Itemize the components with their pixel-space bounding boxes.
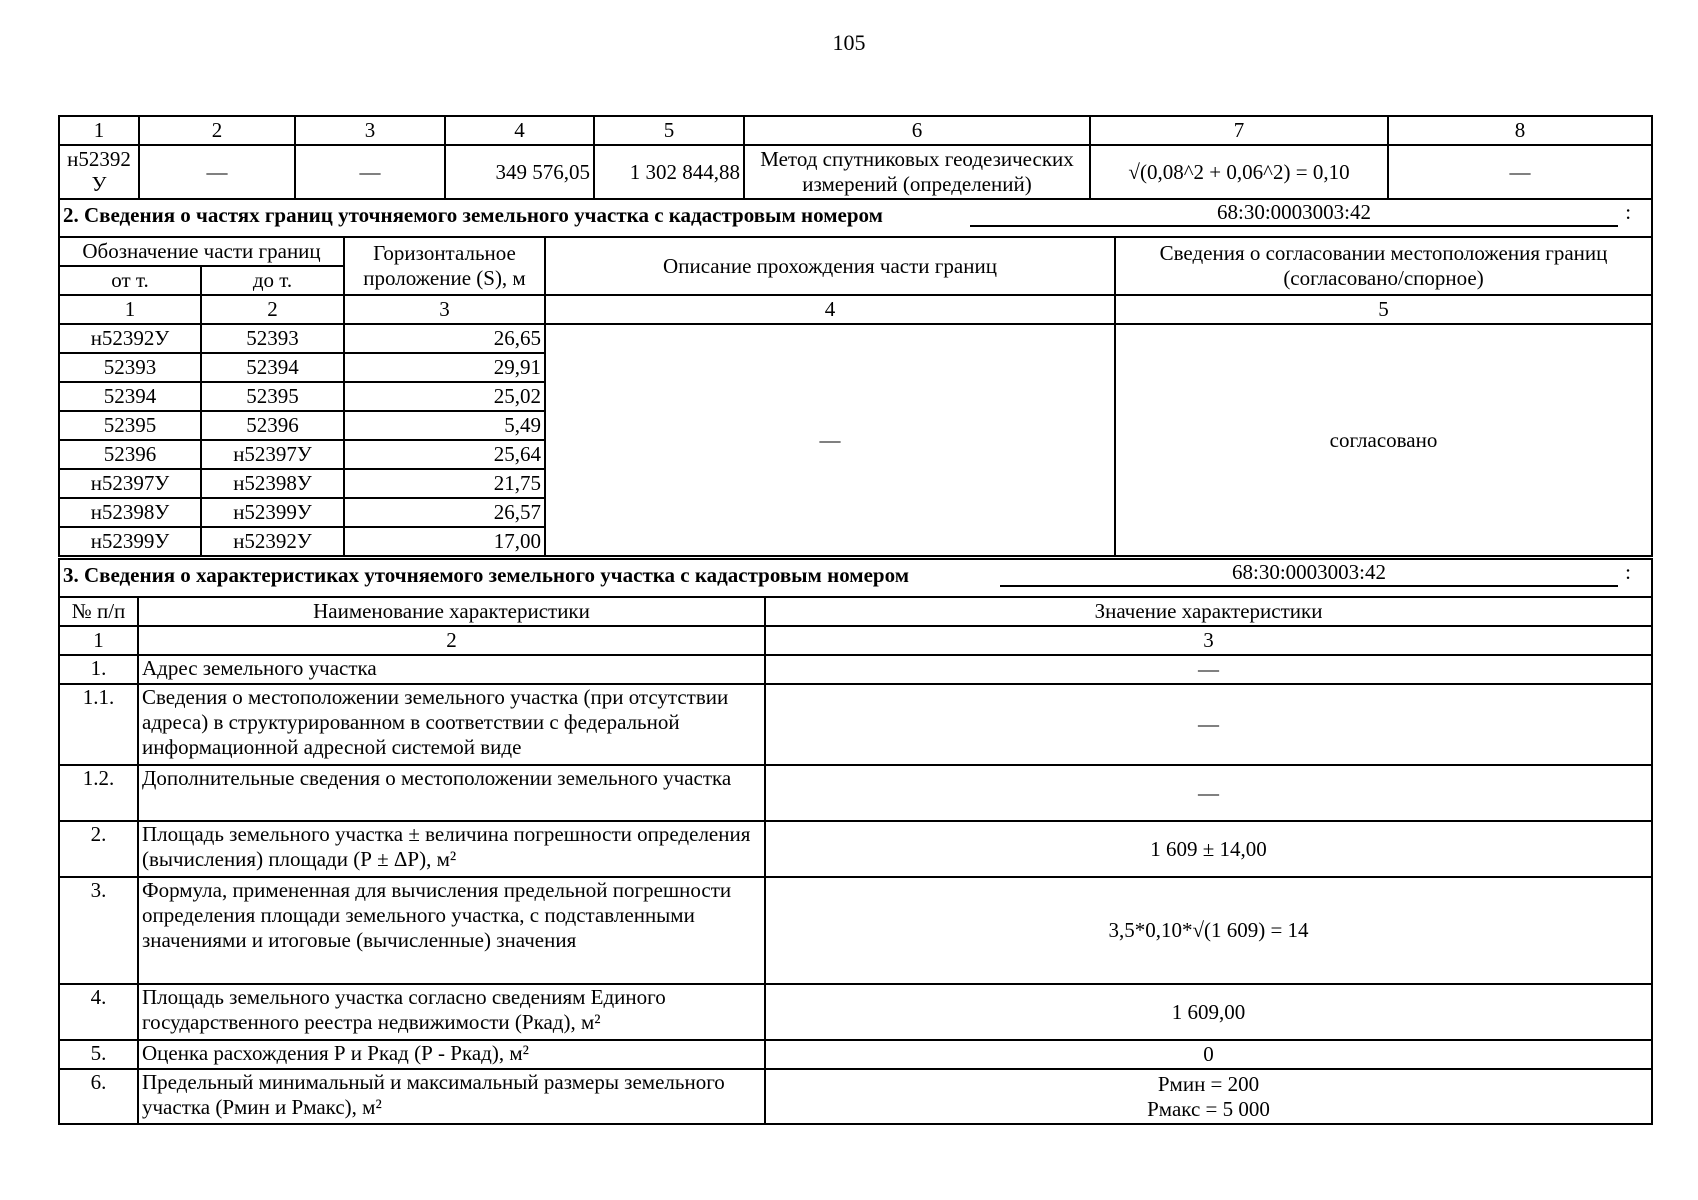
col-number: 3 [344, 295, 545, 324]
col-number: 4 [545, 295, 1115, 324]
cadastral-number: 68:30:0003003:42 [970, 200, 1618, 227]
from-point: 52396 [59, 440, 201, 469]
to-point: н52392У [201, 527, 344, 556]
characteristic-name: Предельный минимальный и максимальный размеры земельного участка (Рмин и Рмакс), м² [138, 1069, 765, 1124]
length-header: Горизонтальное проложение (S), м [344, 237, 545, 295]
row-number: 5. [59, 1040, 138, 1069]
header-row [59, 237, 1652, 266]
from-point: н52392У [59, 324, 201, 353]
section-2-title: 2. Сведения о частях границ уточняемого земельного участка с кадастровым номером [63, 203, 883, 227]
length-value: 25,64 [344, 440, 545, 469]
agreement-header: Сведения о согласовании местоположения границ (согласовано/спорное) [1115, 237, 1652, 295]
table-row [59, 655, 1652, 684]
col-number: 6 [744, 116, 1090, 145]
table-row [59, 877, 1652, 984]
characteristic-value: 1 609,00 [765, 984, 1652, 1040]
num-header: № п/п [59, 597, 138, 626]
col-number: 2 [138, 626, 765, 655]
row-number: 1.2. [59, 765, 138, 821]
col-number: 4 [445, 116, 594, 145]
characteristic-name: Адрес земельного участка [138, 655, 765, 684]
colon: : [1625, 560, 1632, 584]
column-number-row [59, 116, 1652, 145]
characteristic-name: Дополнительные сведения о местоположении земельного участка [138, 765, 765, 821]
length-value: 29,91 [344, 353, 545, 382]
min-size-value: Рмин = 200 [1157, 1071, 1260, 1096]
length-value: 26,65 [344, 324, 545, 353]
to-point: 52393 [201, 324, 344, 353]
to-header: до т. [201, 266, 344, 295]
from-point: 52395 [59, 411, 201, 440]
col-number: 3 [295, 116, 445, 145]
characteristic-name: Площадь земельного участка согласно сведениям Единого государственного реестра недвижимости (Ркад), м² [138, 984, 765, 1040]
length-value: 21,75 [344, 469, 545, 498]
col-number: 7 [1090, 116, 1388, 145]
characteristic-name: Формула, примененная для вычисления предельной погрешности определения площади земельного участка, с подставленными значениями и итоговые (вычисленные) значения [138, 877, 765, 984]
characteristic-name: Площадь земельного участка ± величина погрешности определения (вычисления) площади (Р ± ΔР), м² [138, 821, 765, 877]
max-size-value: Рмакс = 5 000 [1147, 1096, 1270, 1121]
characteristic-value-cell [765, 1069, 1652, 1124]
colon: : [1625, 200, 1632, 224]
characteristic-name: Оценка расхождения Р и Ркад (Р - Ркад), м² [138, 1040, 765, 1069]
length-value: 5,49 [344, 411, 545, 440]
section-title-row [59, 199, 1652, 237]
characteristics-table [58, 558, 1653, 1125]
characteristic-value: 1 609 ± 14,00 [765, 821, 1652, 877]
from-point: н52399У [59, 527, 201, 556]
to-point: н52397У [201, 440, 344, 469]
col-number: 5 [1115, 295, 1652, 324]
to-point: н52399У [201, 498, 344, 527]
section-3-title-cell [59, 559, 1652, 597]
characteristic-value: 3,5*0,10*√(1 609) = 14 [765, 877, 1652, 984]
coordinate-y: 1 302 844,88 [594, 145, 744, 199]
characteristic-value: 0 [765, 1040, 1652, 1069]
length-value: 26,57 [344, 498, 545, 527]
col-number: 3 [765, 626, 1652, 655]
coordinate-x: 349 576,05 [445, 145, 594, 199]
table-row [59, 984, 1652, 1040]
table-row [59, 1069, 1652, 1124]
table-row [59, 765, 1652, 821]
col-number: 2 [201, 295, 344, 324]
point-designation: н52392 У [59, 145, 139, 199]
value-header: Значение характеристики [765, 597, 1652, 626]
col-number: 5 [594, 116, 744, 145]
row-number: 2. [59, 821, 138, 877]
table-row [59, 145, 1652, 199]
description-header: Описание прохождения части границ [545, 237, 1115, 295]
section-3-title: 3. Сведения о характеристиках уточняемого земельного участка с кадастровым номером [63, 563, 910, 587]
description-value: — [545, 324, 1115, 556]
cadastral-number: 68:30:0003003:42 [1000, 560, 1618, 587]
agreement-value: согласовано [1115, 324, 1652, 556]
row-number: 3. [59, 877, 138, 984]
from-point: 52394 [59, 382, 201, 411]
length-value: 17,00 [344, 527, 545, 556]
dash-cell: — [1388, 145, 1652, 199]
column-number-row [59, 626, 1652, 655]
section-title-row [59, 559, 1652, 597]
table-row [59, 1040, 1652, 1069]
name-header: Наименование характеристики [138, 597, 765, 626]
to-point: 52395 [201, 382, 344, 411]
from-point: н52398У [59, 498, 201, 527]
characteristic-value: — [765, 684, 1652, 765]
col-number: 1 [59, 626, 138, 655]
dash-cell: — [139, 145, 295, 199]
page-number: 105 [832, 30, 866, 55]
coordinates-table [58, 115, 1653, 200]
characteristic-value: — [765, 655, 1652, 684]
from-header: от т. [59, 266, 201, 295]
accuracy-formula: √(0,08^2 + 0,06^2) = 0,10 [1090, 145, 1388, 199]
row-number: 6. [59, 1069, 138, 1124]
section-2-title-cell [59, 199, 1652, 237]
from-point: н52397У [59, 469, 201, 498]
length-value: 25,02 [344, 382, 545, 411]
from-point: 52393 [59, 353, 201, 382]
column-number-row [59, 295, 1652, 324]
table-row [59, 821, 1652, 877]
to-point: 52396 [201, 411, 344, 440]
method-cell: Метод спутниковых геодезических измерений (определений) [744, 145, 1090, 199]
characteristic-value: — [765, 765, 1652, 821]
table-row [59, 684, 1652, 765]
col-number: 1 [59, 116, 139, 145]
dash-cell: — [295, 145, 445, 199]
to-point: н52398У [201, 469, 344, 498]
to-point: 52394 [201, 353, 344, 382]
characteristic-name: Сведения о местоположении земельного участка (при отсутствии адреса) в структурированном в соответствии с федеральной информационной адресной системой виде [138, 684, 765, 765]
header-row [59, 597, 1652, 626]
col-number: 8 [1388, 116, 1652, 145]
col-number: 2 [139, 116, 295, 145]
row-number: 1.1. [59, 684, 138, 765]
row-number: 4. [59, 984, 138, 1040]
table-row [59, 324, 1652, 353]
boundary-parts-table [58, 198, 1653, 557]
designation-header: Обозначение части границ [59, 237, 344, 266]
col-number: 1 [59, 295, 201, 324]
row-number: 1. [59, 655, 138, 684]
